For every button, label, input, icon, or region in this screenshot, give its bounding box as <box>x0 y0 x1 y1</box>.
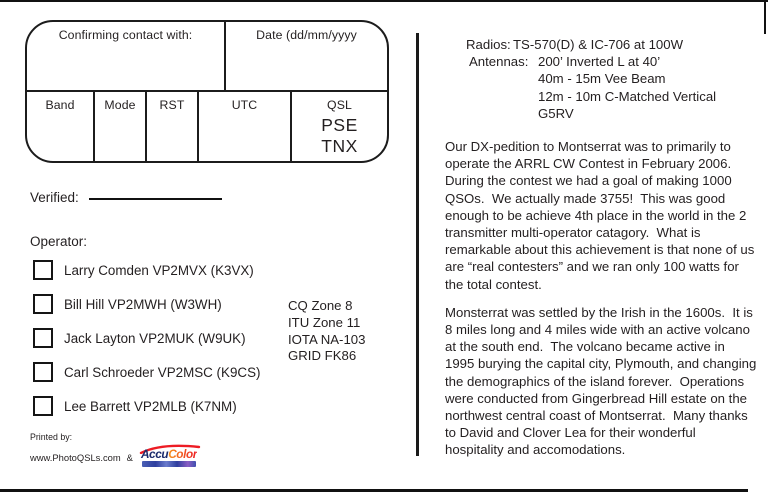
center-divider-line <box>416 33 419 456</box>
itu-zone-line: ITU Zone 11 <box>288 314 361 330</box>
utc-cell[interactable] <box>197 92 290 161</box>
band-cell[interactable] <box>27 92 93 161</box>
printed-by-block <box>30 432 201 470</box>
antennas-row <box>466 53 757 122</box>
log-table-header-row <box>27 22 387 90</box>
rst-label: RST <box>159 98 185 112</box>
dxpedition-paragraph: Our DX-pedition to Montserrat was to primarily to operate the ARRL CW Contest in February 2006. During the contest we had a goal of making 1000 QSOs. We actually made 3755! This was good enough to be achieve 4th place in the world in the 2 transmitter multi-operator catagory. What is remarkable about this achievement is that none of us are “real contesters” and we ran only 100 watts for the total contest. <box>445 139 759 292</box>
mode-cell[interactable] <box>93 92 145 161</box>
radios-label: Radios: <box>466 37 511 52</box>
card-right-edge-mark <box>764 0 766 34</box>
antenna-item: G5RV <box>538 105 574 121</box>
operator-name: Larry Comden VP2MVX (K3VX) <box>64 262 254 278</box>
island-history-paragraph: Monsterrat was settled by the Irish in the 1600s. It is 8 miles long and 4 miles wide with an active volcano at the south end. The volcano became active in 1995 burying the capital city, Plymouth, and changing the demographics of the island forever. Operations were conducted from Gingerbread Hill estate on the northwest central coast of Montserrat. Many thanks to David and Clover Lea for their wonderful hospitality and accomodations. <box>445 304 760 458</box>
logo-tagline-bar <box>142 461 196 467</box>
antenna-item: 40m - 15m Vee Beam <box>538 71 666 87</box>
operator-row <box>33 293 260 315</box>
mode-label: Mode <box>104 98 136 112</box>
zone-info <box>288 298 365 365</box>
accucolor-logo <box>139 444 201 470</box>
confirming-contact-cell[interactable] <box>27 22 224 90</box>
cq-zone-line: CQ Zone 8 <box>288 298 353 313</box>
accucolor-wordmark <box>141 447 197 461</box>
printed-by-label: Printed by: <box>30 432 73 442</box>
radios-row <box>466 36 757 53</box>
verified-row <box>30 190 222 205</box>
qsl-tnx-text: TNX <box>321 136 358 156</box>
date-label: Date (dd/mm/yyyy <box>256 28 357 42</box>
ampersand: & <box>126 451 133 463</box>
operator-row <box>33 361 260 383</box>
qsl-label: QSL <box>327 98 352 112</box>
operator-checkbox[interactable] <box>33 260 53 280</box>
date-cell[interactable] <box>224 22 387 90</box>
station-equipment-block <box>466 36 757 122</box>
antenna-list <box>538 53 716 122</box>
operator-row <box>33 327 260 349</box>
antennas-label: Antennas: <box>469 54 529 70</box>
operator-checkbox[interactable] <box>33 362 53 382</box>
operator-list <box>33 259 260 429</box>
operator-row <box>33 395 260 417</box>
band-label: Band <box>45 98 75 112</box>
operator-checkbox[interactable] <box>33 328 53 348</box>
log-table-entry-row <box>27 90 387 161</box>
operator-name: Jack Layton VP2MUK (W9UK) <box>64 330 246 346</box>
operator-section-label: Operator: <box>30 234 88 249</box>
grid-line: GRID FK86 <box>288 348 357 364</box>
qsl-cell[interactable] <box>290 92 387 161</box>
printer-url: www.PhotoQSLs.com <box>30 451 121 463</box>
contact-log-table <box>25 20 389 163</box>
operator-checkbox[interactable] <box>33 396 53 416</box>
logo-accu-text: Accu <box>140 447 169 461</box>
rst-cell[interactable] <box>145 92 197 161</box>
logo-color-text: Color <box>168 447 197 461</box>
utc-label: UTC <box>231 98 258 112</box>
card-bottom-edge <box>0 489 748 492</box>
card-text-column <box>445 36 760 459</box>
verified-signature-line[interactable] <box>89 198 222 200</box>
verified-label: Verified: <box>30 190 79 205</box>
confirming-contact-label: Confirming contact with: <box>58 28 193 42</box>
antenna-item: 12m - 10m C-Matched Vertical <box>538 88 717 104</box>
operator-row <box>33 259 260 281</box>
operator-name: Lee Barrett VP2MLB (K7NM) <box>64 398 237 414</box>
operator-name: Carl Schroeder VP2MSC (K9CS) <box>64 364 261 380</box>
radios-value: TS-570(D) & IC-706 at 100W <box>513 37 684 52</box>
operator-name: Bill Hill VP2MWH (W3WH) <box>64 296 222 312</box>
antenna-item: 200’ Inverted L at 40’ <box>538 54 661 70</box>
operator-checkbox[interactable] <box>33 294 53 314</box>
qsl-pse-text: PSE <box>321 115 358 135</box>
card-top-edge <box>0 0 768 2</box>
iota-line: IOTA NA-103 <box>288 331 366 347</box>
